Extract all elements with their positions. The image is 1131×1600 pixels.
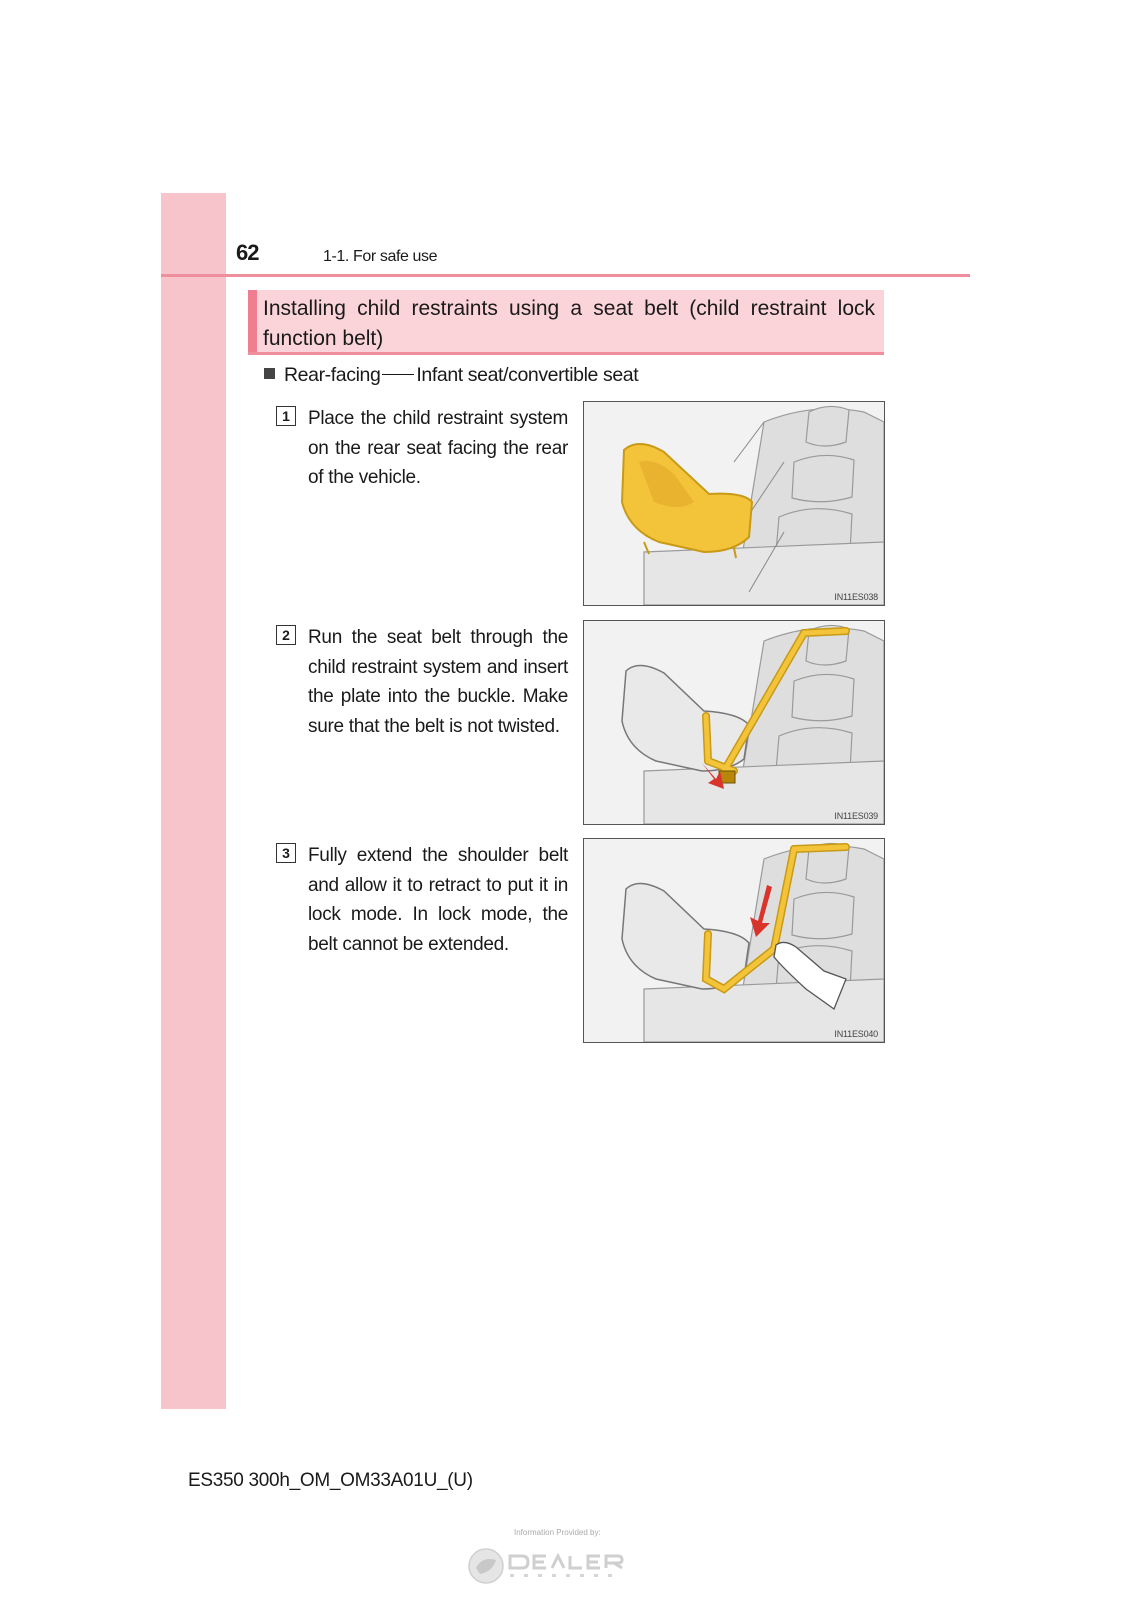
watermark-provided-text: Information Provided by: xyxy=(514,1528,601,1537)
side-tab xyxy=(161,193,226,1409)
section-title: Installing child restraints using a seat belt (child restraint lock function belt) xyxy=(263,297,875,350)
section-title-box xyxy=(248,290,884,355)
step-text: Run the seat belt through the child restraint system and insert the plate into the buckle. Make sure that the belt is not twisted. xyxy=(308,627,568,737)
subheading-before-dash: Rear-facing xyxy=(284,364,381,386)
square-bullet-icon xyxy=(264,368,275,379)
header-rule xyxy=(161,274,970,277)
dealer-logo-icon xyxy=(466,1538,656,1586)
subheading xyxy=(264,364,638,387)
step-3 xyxy=(276,841,876,1051)
em-dash xyxy=(382,374,414,375)
shoulder-belt-lock-illustration xyxy=(584,839,884,1042)
step-text: Place the child restraint system on the rear seat facing the rear of the vehicle. xyxy=(308,408,568,488)
subheading-after-dash: Infant seat/convertible seat xyxy=(416,364,639,386)
watermark xyxy=(466,1528,656,1588)
step-number: 2 xyxy=(276,625,296,645)
seat-belt-routing-illustration xyxy=(584,621,884,824)
step-3-illustration xyxy=(583,838,885,1043)
step-text: Fully extend the shoulder belt and allow it to retract to put it in lock mode. In lock mode, the belt cannot be extended. xyxy=(308,845,568,955)
step-2 xyxy=(276,623,876,833)
image-code: IN11ES040 xyxy=(834,1029,878,1039)
section-reference: 1-1. For safe use xyxy=(323,248,438,265)
image-code: IN11ES038 xyxy=(834,592,878,602)
step-2-illustration xyxy=(583,620,885,825)
step-number: 1 xyxy=(276,406,296,426)
image-code: IN11ES039 xyxy=(834,811,878,821)
step-number: 3 xyxy=(276,843,296,863)
step-1-illustration xyxy=(583,401,885,606)
footer-manual-code: ES350 300h_OM_OM33A01U_(U) xyxy=(188,1470,473,1491)
step-1 xyxy=(276,404,876,614)
page-number: 62 xyxy=(236,240,259,265)
rear-seat-child-seat-illustration xyxy=(584,402,884,605)
title-accent-bar xyxy=(248,290,257,352)
